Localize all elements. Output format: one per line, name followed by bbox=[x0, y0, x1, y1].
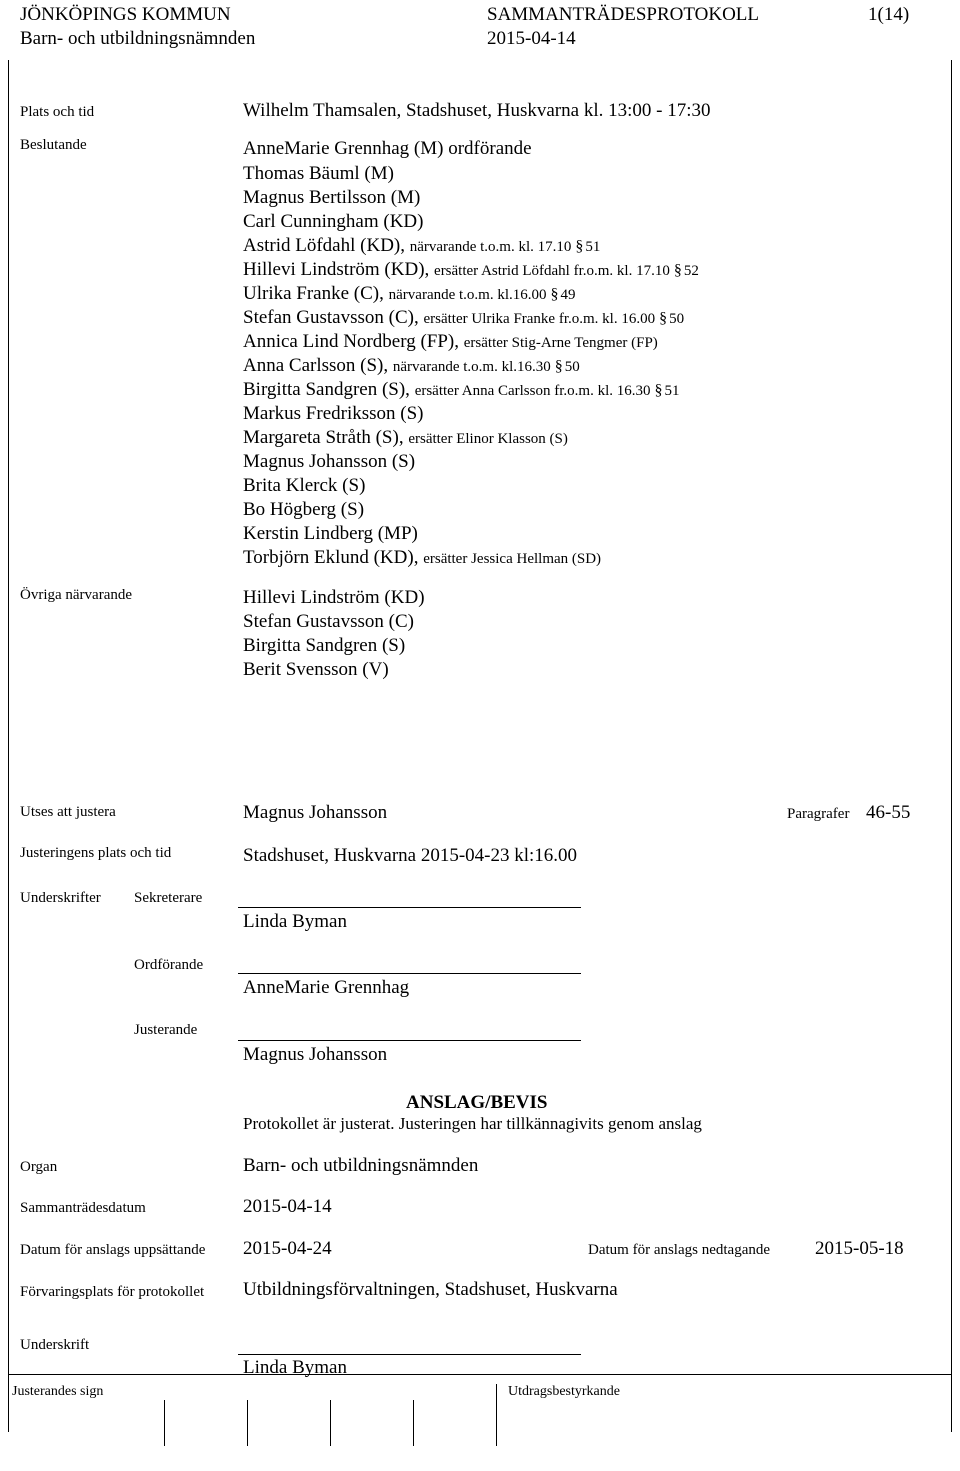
member-note: ersätter Jessica Hellman (SD) bbox=[423, 551, 602, 567]
member-name: AnneMarie Grennhag (M) ordförande bbox=[243, 138, 532, 159]
member-note: ersätter Elinor Klasson (S) bbox=[408, 431, 568, 447]
place-time-value: Wilhelm Thamsalen, Stadshuset, Huskvarna kl. 13:00 - 17:30 bbox=[243, 100, 711, 121]
notice-text: Protokollet är justerat. Justeringen har tillkännagivits genom anslag bbox=[243, 1114, 702, 1133]
section-symbol: § bbox=[659, 310, 668, 327]
adjuster-signature-line bbox=[238, 1040, 581, 1041]
signatures-label: Underskrifter bbox=[20, 890, 101, 906]
chair-label: Ordförande bbox=[134, 957, 204, 973]
member-name: Magnus Bertilsson (M) bbox=[243, 187, 421, 208]
deciding-member bbox=[243, 379, 679, 401]
member-name: Brita Klerck (S) bbox=[243, 475, 366, 496]
others-present-label: Övriga närvarande bbox=[20, 587, 133, 603]
municipality-name: JÖNKÖPINGS KOMMUN bbox=[20, 4, 231, 25]
paragraphs-label: Paragrafer bbox=[787, 806, 850, 822]
deciding-member bbox=[243, 259, 699, 281]
member-note: ersätter Stig-Arne Tengmer (FP) bbox=[463, 335, 658, 351]
member-name: Kerstin Lindberg (MP) bbox=[243, 523, 418, 544]
deciding-member bbox=[243, 475, 365, 497]
footer-sign-box-3 bbox=[330, 1400, 331, 1446]
member-name: Stefan Gustavsson (C), bbox=[243, 307, 419, 328]
deciding-member bbox=[243, 187, 420, 209]
member-name: Birgitta Sandgren (S), bbox=[243, 379, 410, 400]
deciding-member bbox=[243, 355, 580, 377]
section-symbol: § bbox=[575, 238, 584, 255]
others-member: Birgitta Sandgren (S) bbox=[243, 635, 406, 656]
page-number: 1(14) bbox=[868, 4, 910, 25]
member-note: ersätter Anna Carlsson fr.o.m. kl. 16.30 bbox=[414, 383, 651, 399]
extract-certification-label: Utdragsbestyrkande bbox=[508, 1384, 620, 1399]
adjuster-sign-label: Justerande bbox=[134, 1022, 198, 1038]
deciding-member bbox=[243, 427, 568, 449]
document-type: SAMMANTRÄDESPROTOKOLL bbox=[487, 4, 760, 25]
member-note: ersätter Astrid Löfdahl fr.o.m. kl. 17.10 bbox=[434, 263, 670, 279]
signature-label: Underskrift bbox=[20, 1337, 90, 1353]
adjust-place-value: Stadshuset, Huskvarna 2015-04-23 kl:16.00 bbox=[243, 845, 578, 866]
member-name: Ulrika Franke (C), bbox=[243, 283, 384, 304]
deciding-member bbox=[243, 547, 601, 569]
others-member: Berit Svensson (V) bbox=[243, 659, 389, 680]
others-member: Hillevi Lindström (KD) bbox=[243, 587, 425, 608]
member-note: närvarande t.o.m. kl. 17.10 bbox=[409, 239, 572, 255]
meeting-date-value: 2015-04-14 bbox=[243, 1196, 332, 1217]
frame-left-border bbox=[8, 60, 9, 1432]
section-reference: 51 bbox=[585, 239, 601, 255]
member-name: Magnus Johansson (S) bbox=[243, 451, 416, 472]
paragraphs-value: 46-55 bbox=[866, 802, 911, 823]
removed-date-value: 2015-05-18 bbox=[815, 1238, 904, 1259]
member-name: Annica Lind Nordberg (FP), bbox=[243, 331, 460, 352]
section-symbol: § bbox=[554, 358, 563, 375]
deciding-label: Beslutande bbox=[20, 137, 87, 153]
deciding-member bbox=[243, 211, 423, 233]
adjuster-label: Utses att justera bbox=[20, 804, 116, 820]
member-name: Carl Cunningham (KD) bbox=[243, 211, 424, 232]
deciding-member bbox=[243, 235, 600, 257]
section-reference: 50 bbox=[564, 359, 580, 375]
footer-sign-separator bbox=[496, 1384, 497, 1446]
section-reference: 50 bbox=[669, 311, 685, 327]
section-symbol: § bbox=[654, 382, 663, 399]
secretary-signature-line bbox=[238, 907, 581, 908]
deciding-member bbox=[243, 403, 424, 425]
committee-name: Barn- och utbildningsnämnden bbox=[20, 28, 256, 49]
frame-right-border bbox=[951, 60, 952, 1432]
chair-name: AnneMarie Grennhag bbox=[243, 977, 410, 998]
adjuster-name: Magnus Johansson bbox=[243, 802, 388, 823]
posted-date-label: Datum för anslags uppsättande bbox=[20, 1242, 206, 1258]
section-reference: 49 bbox=[560, 287, 576, 303]
member-name: Thomas Bäuml (M) bbox=[243, 163, 394, 184]
meeting-date-label: Sammanträdesdatum bbox=[20, 1200, 146, 1216]
section-symbol: § bbox=[550, 286, 559, 303]
member-note: närvarande t.o.m. kl.16.30 bbox=[392, 359, 551, 375]
deciding-member bbox=[243, 283, 576, 305]
member-name: Torbjörn Eklund (KD), bbox=[243, 547, 419, 568]
section-reference: 51 bbox=[664, 383, 680, 399]
notice-signature-name: Linda Byman bbox=[243, 1357, 347, 1378]
section-symbol: § bbox=[673, 262, 682, 279]
adjust-place-label: Justeringens plats och tid bbox=[20, 845, 172, 861]
member-name: Anna Carlsson (S), bbox=[243, 355, 389, 376]
member-note: närvarande t.o.m. kl.16.00 bbox=[388, 287, 547, 303]
member-name: Markus Fredriksson (S) bbox=[243, 403, 424, 424]
storage-label: Förvaringsplats för protokollet bbox=[20, 1284, 205, 1300]
adjuster-sign-name: Magnus Johansson bbox=[243, 1044, 388, 1065]
member-name: Hillevi Lindström (KD), bbox=[243, 259, 430, 280]
deciding-member bbox=[243, 523, 418, 545]
notice-signature-line bbox=[238, 1354, 581, 1355]
organ-value: Barn- och utbildningsnämnden bbox=[243, 1155, 479, 1176]
member-name: Margareta Stråth (S), bbox=[243, 427, 404, 448]
others-member: Stefan Gustavsson (C) bbox=[243, 611, 414, 632]
footer-divider bbox=[8, 1374, 952, 1375]
place-time-label: Plats och tid bbox=[20, 104, 95, 120]
member-name: Astrid Löfdahl (KD), bbox=[243, 235, 405, 256]
meeting-date: 2015-04-14 bbox=[487, 28, 576, 49]
adjusters-sign-label: Justerandes sign bbox=[12, 1384, 104, 1399]
secretary-name: Linda Byman bbox=[243, 911, 347, 932]
footer-sign-box-1 bbox=[164, 1400, 165, 1446]
member-name: Bo Högberg (S) bbox=[243, 499, 365, 520]
deciding-member bbox=[243, 331, 658, 353]
footer-sign-box-4 bbox=[413, 1400, 414, 1446]
storage-value: Utbildningsförvaltningen, Stadshuset, Huskvarna bbox=[243, 1279, 618, 1300]
deciding-member bbox=[243, 307, 684, 329]
posted-date-value: 2015-04-24 bbox=[243, 1238, 332, 1259]
member-note: ersätter Ulrika Franke fr.o.m. kl. 16.00 bbox=[423, 311, 656, 327]
deciding-member bbox=[243, 499, 364, 521]
section-reference: 52 bbox=[683, 263, 699, 279]
notice-title: ANSLAG/BEVIS bbox=[406, 1092, 548, 1113]
removed-date-label: Datum för anslags nedtagande bbox=[588, 1242, 771, 1258]
chair-signature-line bbox=[238, 973, 581, 974]
secretary-label: Sekreterare bbox=[134, 890, 203, 906]
deciding-member bbox=[243, 138, 532, 160]
deciding-member bbox=[243, 451, 415, 473]
footer-sign-box-2 bbox=[247, 1400, 248, 1446]
deciding-member bbox=[243, 163, 394, 185]
organ-label: Organ bbox=[20, 1159, 58, 1175]
